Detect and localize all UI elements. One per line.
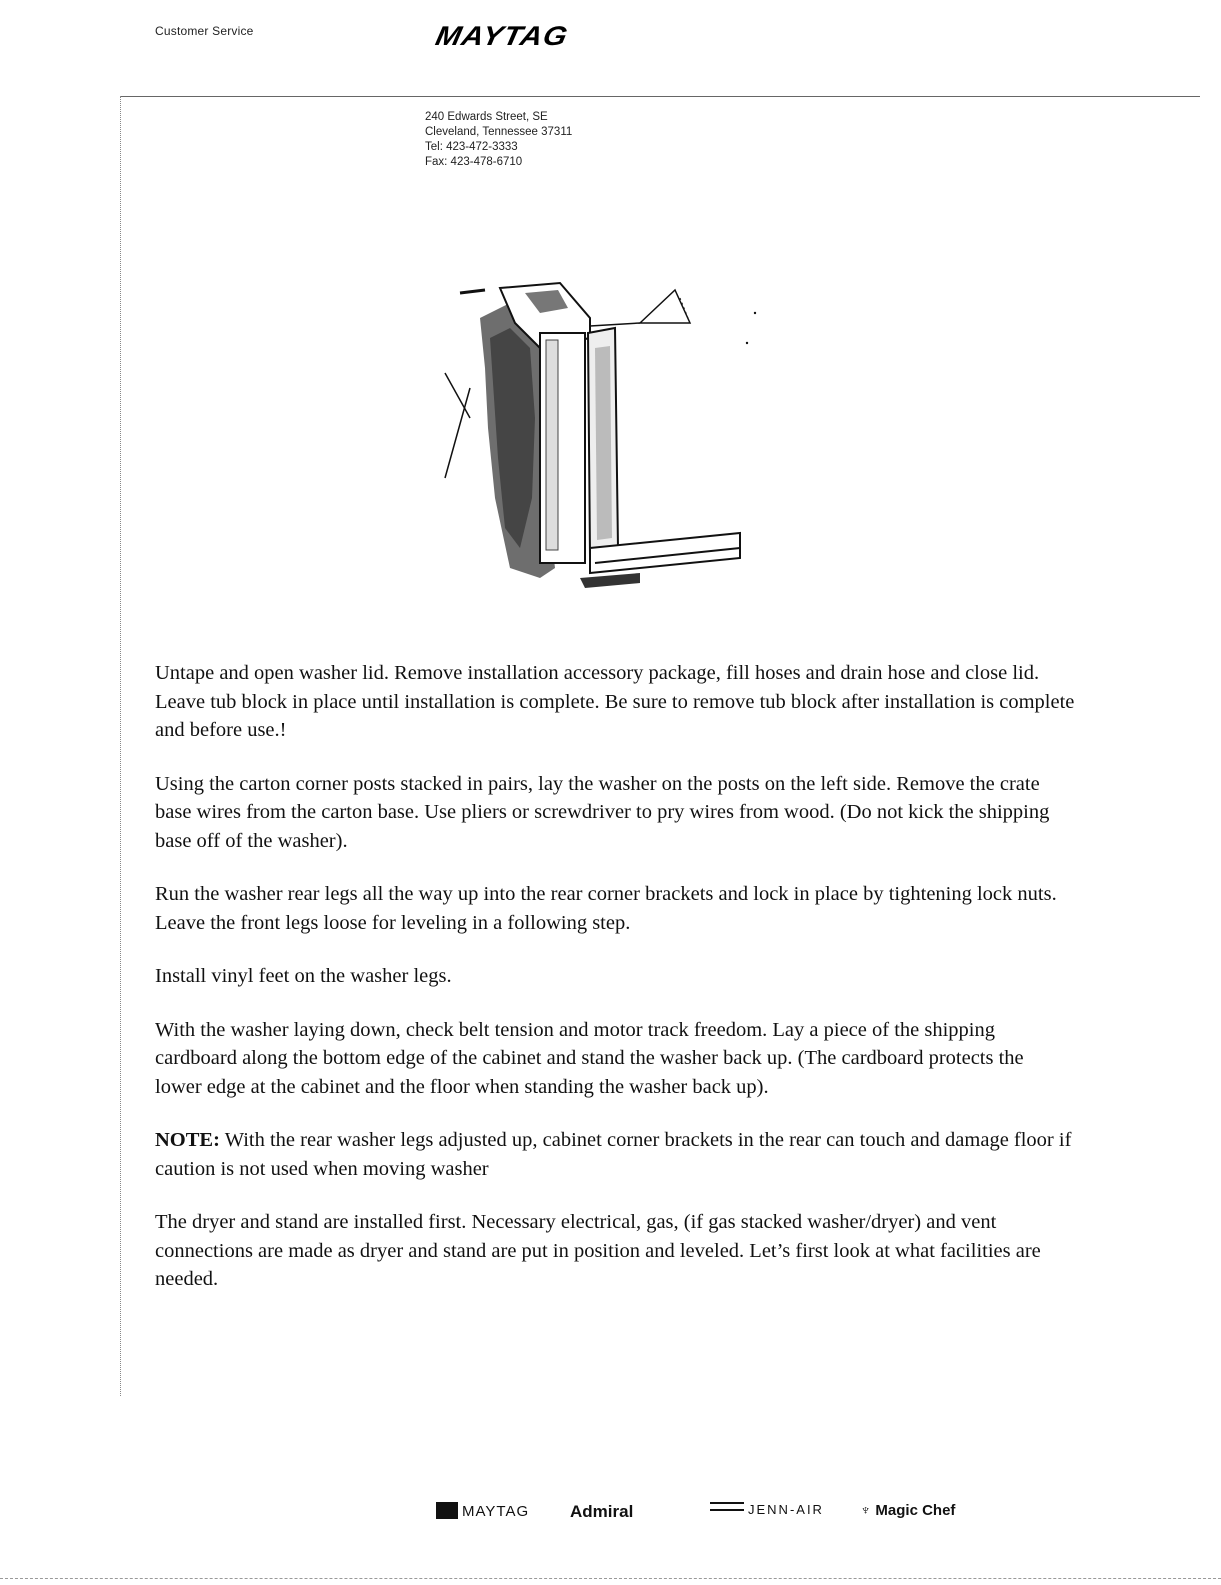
admiral-footer-logo: Admiral <box>570 1502 634 1521</box>
header-divider <box>120 96 1200 97</box>
department-label: Customer Service <box>155 24 254 38</box>
instruction-paragraph: The dryer and stand are installed first. Necessary electrical, gas, (if gas stacked washer/dryer) and vent connections are made as dryer and stand are put in position and leveled. Let’s first look at what facilities are needed. <box>155 1211 1041 1290</box>
chef-hat-icon: ♆ <box>860 1502 872 1519</box>
instructions-body <box>155 659 1075 1319</box>
address-line: Tel: 423-472-3333 <box>425 141 518 153</box>
jennair-footer-logo: JENN-AIR <box>710 1502 824 1517</box>
note-text: With the rear washer legs adjusted up, cabinet corner brackets in the rear can touch and damage floor if caution is not used when moving washer <box>155 1129 1072 1180</box>
note-label: NOTE: <box>155 1129 220 1151</box>
instruction-paragraph: Untape and open washer lid. Remove installation accessory package, fill hoses and drain hose and close lid. Leave tub block in place until installation is complete. Be sure to remove tub block after installation is complete and before use.! <box>155 662 1075 741</box>
maytag-footer-logo: MAYTAG <box>436 1502 529 1520</box>
address-line: 240 Edwards Street, SE <box>425 111 548 123</box>
maytag-mark-icon <box>436 1502 458 1519</box>
washer-on-side-illustration <box>440 278 770 598</box>
bottom-divider <box>0 1578 1221 1580</box>
instruction-paragraph: Install vinyl feet on the washer legs. <box>155 965 452 987</box>
jennair-bars-icon <box>710 1502 744 1511</box>
instruction-paragraph: With the washer laying down, check belt tension and motor track freedom. Lay a piece of the shipping cardboard along the bottom edge of the cabinet and stand the washer back up. (The cardboard protects the lower edge at the cabinet and the floor when standing the washer back up). <box>155 1018 1024 1098</box>
instruction-paragraph: Run the washer rear legs all the way up into the rear corner brackets and lock in place by tightening lock nuts. Leave the front legs loose for leveling in a following step. <box>155 883 1057 934</box>
address-block <box>425 110 572 170</box>
brand-footer <box>430 1494 1010 1534</box>
address-line: Fax: 423-478-6710 <box>425 156 523 168</box>
brand-logo: MAYTAG <box>432 21 571 52</box>
instruction-paragraph: Using the carton corner posts stacked in pairs, lay the washer on the posts on the left side. Remove the crate base wires from the carton base. Use pliers or screwdriver to pry wires from wood. (Do not kick the shipping base off of the washer). <box>155 772 1050 852</box>
magicchef-footer-logo: ♆ Magic Chef <box>860 1502 956 1519</box>
note-paragraph <box>155 1126 1075 1183</box>
address-line: Cleveland, Tennessee 37311 <box>425 126 573 138</box>
left-margin-rule <box>120 96 122 1396</box>
